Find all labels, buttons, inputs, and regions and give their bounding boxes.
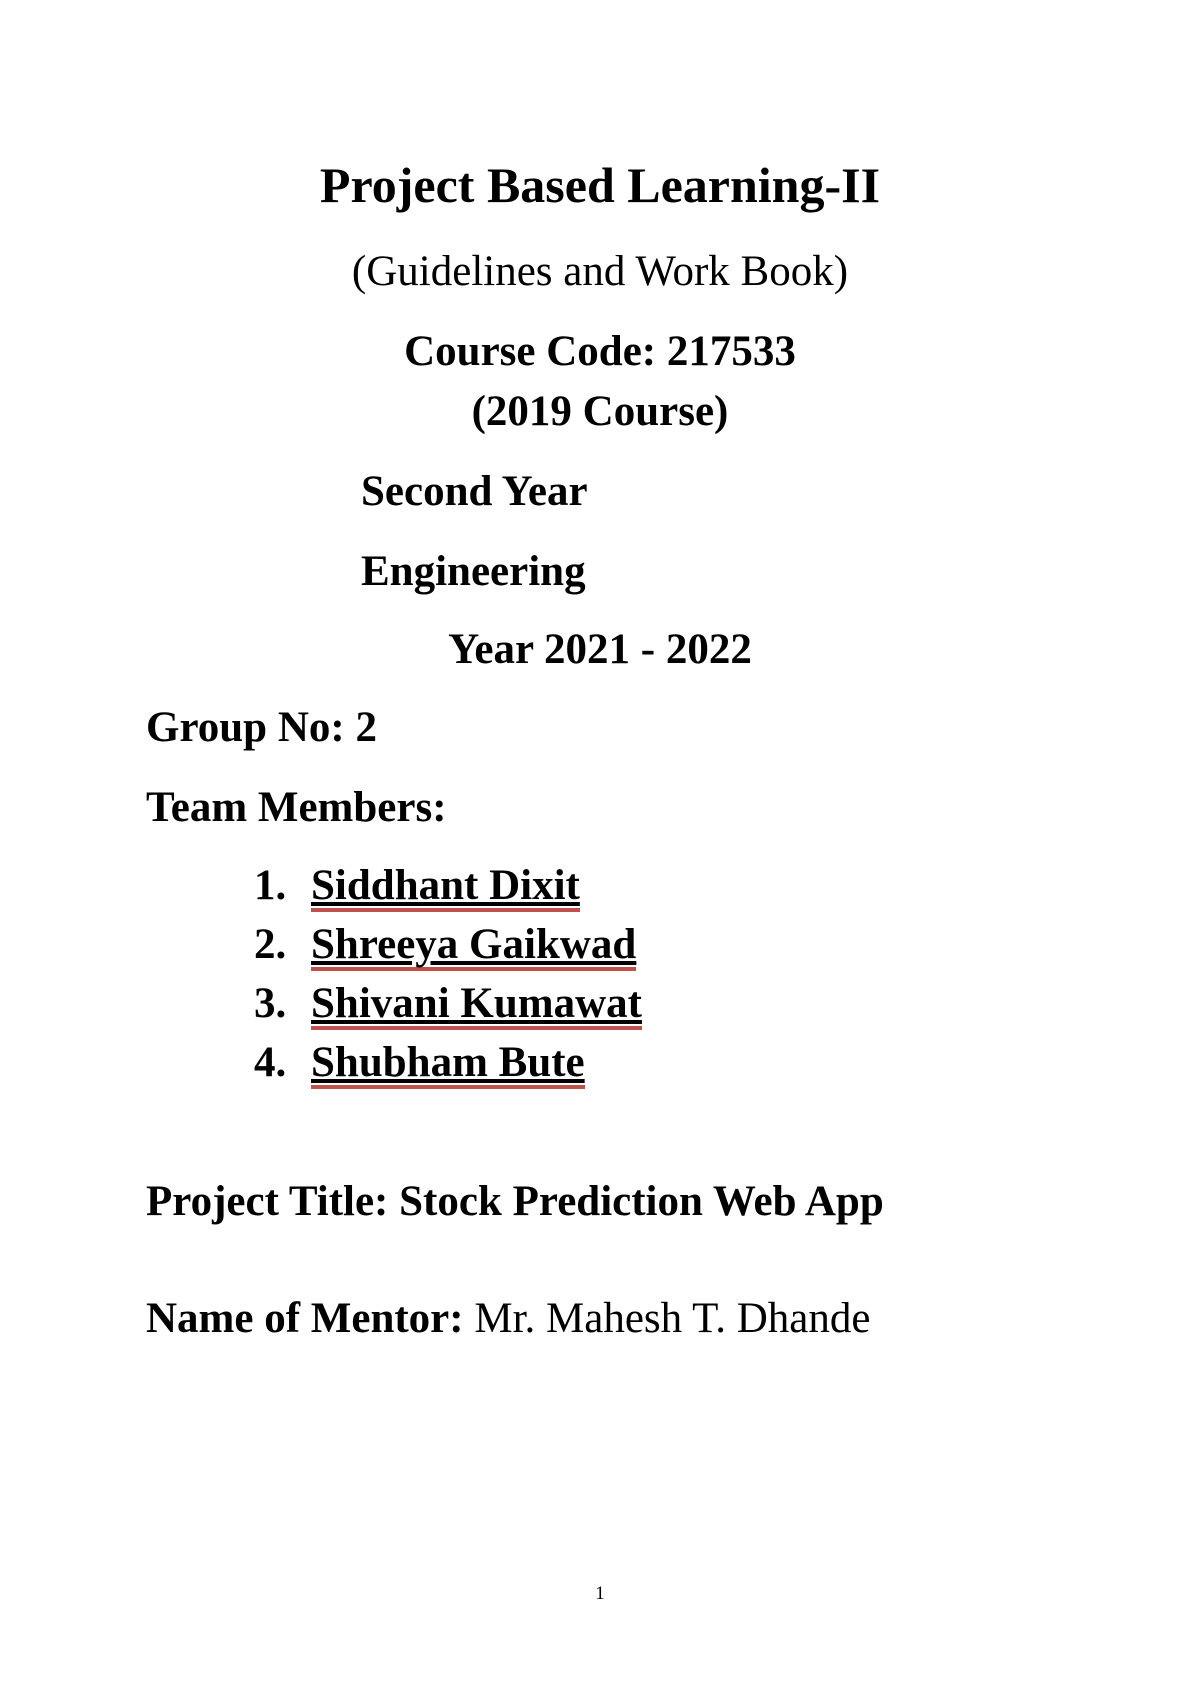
mentor-line <box>146 1297 870 1340</box>
team-member-number: 3. <box>254 980 287 1027</box>
team-member-number: 2. <box>254 921 287 968</box>
group-number: Group No: 2 <box>146 704 377 751</box>
team-member-name: Siddhant Dixit <box>311 864 580 912</box>
branch: Engineering <box>361 548 586 595</box>
academic-year: Year 2021 - 2022 <box>448 626 752 673</box>
year-of-study: Second Year <box>361 468 588 515</box>
team-member-item <box>254 1041 642 1100</box>
page-number: 1 <box>595 1583 605 1604</box>
team-member-item <box>254 982 642 1041</box>
project-title: Project Title: Stock Prediction Web App <box>146 1178 884 1225</box>
team-member-name: Shreeya Gaikwad <box>311 923 636 971</box>
document-title: Project Based Learning-II <box>319 157 881 213</box>
course-year: (2019 Course) <box>471 388 729 435</box>
team-members-label: Team Members: <box>146 784 447 831</box>
team-members-list <box>254 864 642 1100</box>
document-subtitle: (Guidelines and Work Book) <box>351 248 849 295</box>
team-member-number: 4. <box>254 1039 287 1086</box>
mentor-name: Mr. Mahesh T. Dhande <box>463 1295 871 1342</box>
course-code: Course Code: 217533 <box>404 328 796 375</box>
team-member-name: Shivani Kumawat <box>311 982 642 1030</box>
team-member-number: 1. <box>254 862 287 909</box>
team-member-item <box>254 864 642 923</box>
team-member-name: Shubham Bute <box>311 1041 585 1089</box>
mentor-label: Name of Mentor: <box>146 1295 464 1342</box>
team-member-item <box>254 923 642 982</box>
